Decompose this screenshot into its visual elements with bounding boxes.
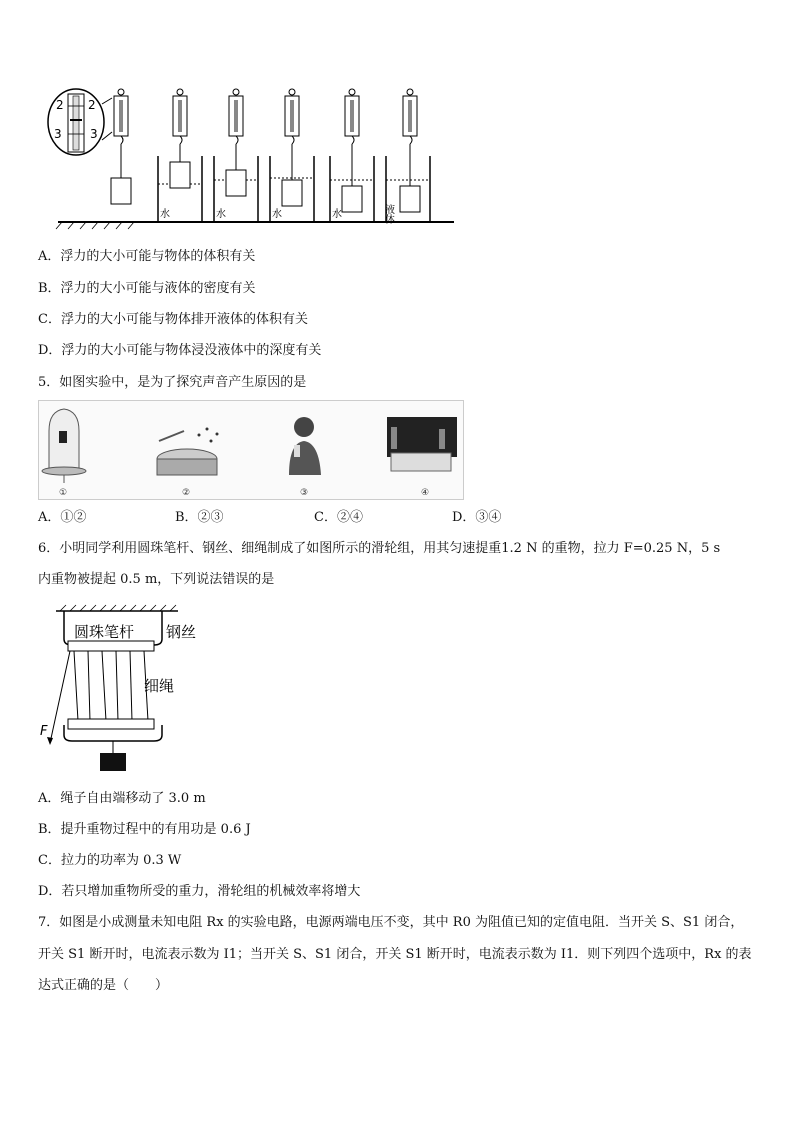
scale-label-right-top: 2 xyxy=(88,98,96,112)
buoyancy-figure xyxy=(44,84,456,230)
q6-stem-line2: 内重物被提起 0.5 m，下列说法错误的是 xyxy=(38,572,275,587)
container-3 xyxy=(270,89,314,222)
q6-option-b[interactable]: B．提升重物过程中的有用功是 0.6 J xyxy=(38,822,251,837)
q7-line1: 7．如图是小成测量未知电阻 Rx 的实验电路，电源两端电压不变，其中 R0 为阻值已知的定值电阻．当开关 S、S1 闭合， xyxy=(38,915,744,930)
rope-label: 细绳 xyxy=(144,677,175,695)
spring-scale-1 xyxy=(111,89,131,204)
classroom-image xyxy=(387,417,457,498)
container-2 xyxy=(214,89,258,222)
scale-label-right-bottom: 3 xyxy=(90,127,98,141)
q4-option-b[interactable]: B．浮力的大小可能与液体的密度有关 xyxy=(38,281,256,296)
caption-1: ① xyxy=(59,488,68,498)
zoom-scale-circle xyxy=(48,89,112,155)
q6-stem-line1: 6．小明同学利用圆珠笔杆、钢丝、细绳制成了如图所示的滑轮组，用其匀速提重1.2 N 的重物，拉力 F=0.25 N，5 s xyxy=(38,541,721,556)
q5-option-c[interactable]: C．②④ xyxy=(314,510,363,525)
wire-label: 钢丝 xyxy=(166,623,197,641)
q5-stem: 5．如图实验中，是为了探究声音产生原因的是 xyxy=(38,375,307,390)
q7-line2: 开关 S1 断开时，电流表示数为 I1；当开关 S、S1 闭合，开关 S1 断开时，电流表示数为 I1．则下列四个选项中，Rx 的表 xyxy=(38,947,752,962)
drum-image xyxy=(157,428,219,499)
caption-2: ② xyxy=(182,488,191,498)
scale-label-left-top: 2 xyxy=(56,98,64,112)
pulley-figure xyxy=(38,603,218,775)
q7-line3: 达式正确的是（ ） xyxy=(38,978,169,993)
container-1 xyxy=(158,89,202,222)
q4-option-a[interactable]: A．浮力的大小可能与物体的体积有关 xyxy=(38,249,256,264)
scale-label-left-bottom: 3 xyxy=(54,127,62,141)
q6-option-d[interactable]: D．若只增加重物所受的重力，滑轮组的机械效率将增大 xyxy=(38,884,361,899)
q4-option-c[interactable]: C．浮力的大小可能与物体排开液体的体积有关 xyxy=(38,312,308,327)
q4-option-d[interactable]: D．浮力的大小可能与物体浸没液体中的深度有关 xyxy=(38,343,322,358)
bell-jar-image xyxy=(42,409,86,498)
q5-option-a[interactable]: A．①② xyxy=(38,510,87,525)
person-image xyxy=(289,417,321,498)
container-5 xyxy=(383,89,431,225)
q5-image-strip xyxy=(38,400,464,500)
q5-option-d[interactable]: D．③④ xyxy=(452,510,502,525)
q6-option-c[interactable]: C．拉力的功率为 0.3 W xyxy=(38,853,182,868)
q5-option-b[interactable]: B．②③ xyxy=(175,510,224,525)
container-2-label: 水 xyxy=(216,209,226,220)
caption-4: ④ xyxy=(421,488,430,498)
container-4-label: 水 xyxy=(332,209,342,220)
container-4 xyxy=(330,89,374,222)
pen-label: 圆珠笔杆 xyxy=(74,623,135,641)
container-5-label: 液体 xyxy=(382,204,394,224)
container-1-label: 水 xyxy=(160,209,170,220)
caption-3: ③ xyxy=(300,488,309,498)
q6-option-a[interactable]: A．绳子自由端移动了 3.0 m xyxy=(38,791,206,806)
container-3-label: 水 xyxy=(272,209,282,220)
force-label: F xyxy=(40,724,48,739)
